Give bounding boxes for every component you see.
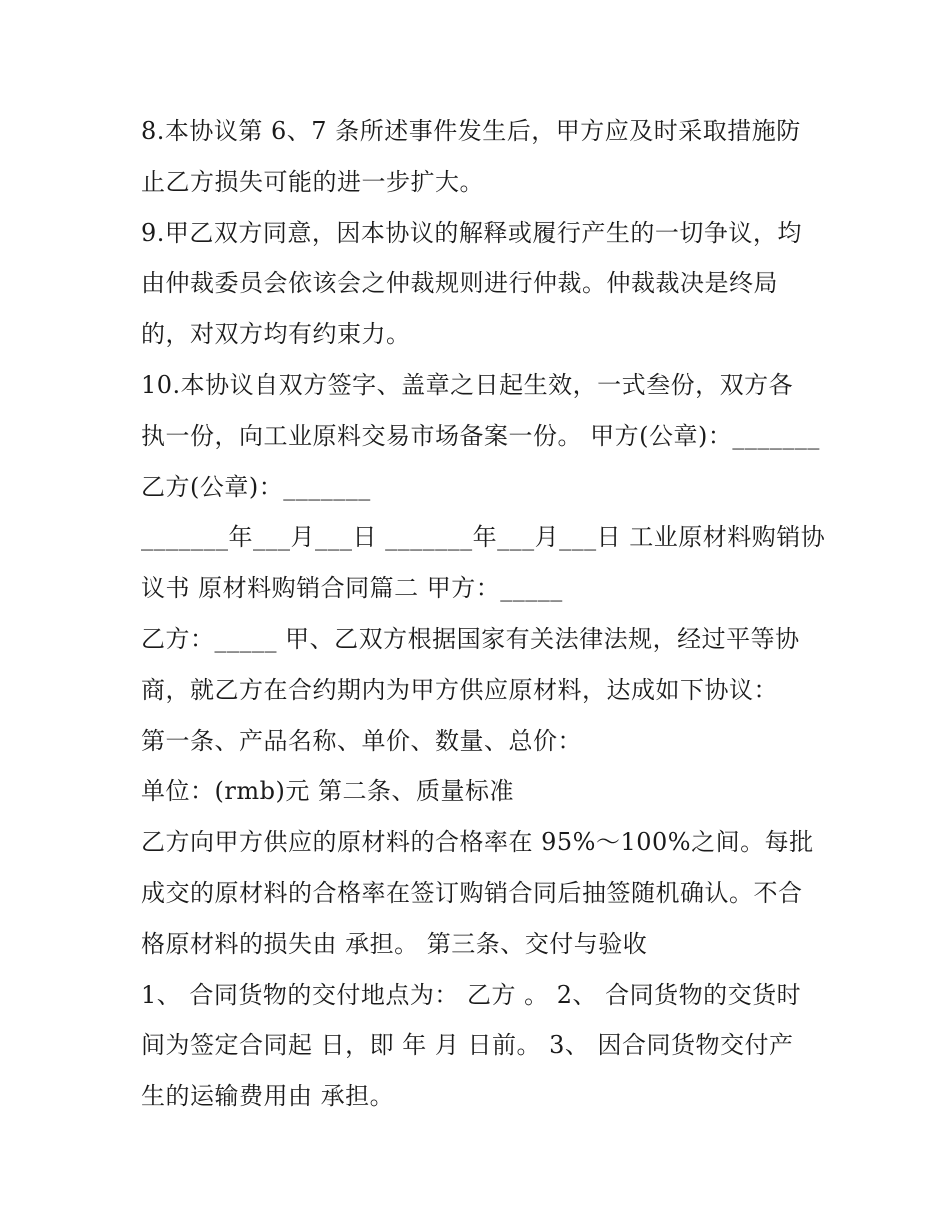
text-line: 格原材料的损失由 承担。 第三条、交付与验收 <box>141 929 648 958</box>
text-line: 由仲裁委员会依该会之仲裁规则进行仲裁。仲裁裁决是终局 <box>141 269 778 298</box>
text-line: 生的运输费用由 承担。 <box>141 1082 395 1111</box>
text-line: 止乙方损失可能的进一步扩大。 <box>141 167 484 196</box>
text-line: 间为签定合同起 日，即 年 月 日前。 3、 因合同货物交付产 <box>141 1031 794 1060</box>
text-line: 成交的原材料的合格率在签订购销合同后抽签随机确认。不合 <box>141 878 803 907</box>
text-line: 第一条、产品名称、单价、数量、总价： <box>141 726 582 755</box>
text-line: 乙方(公章)：_______ <box>141 472 371 501</box>
text-line: 的，对双方均有约束力。 <box>141 320 411 349</box>
text-line: 议书 原材料购销合同篇二 甲方：_____ <box>141 574 563 603</box>
text-line: 乙方向甲方供应的原材料的合格率在 95%～100%之间。每批 <box>141 828 814 857</box>
text-line: 商，就乙方在合约期内为甲方供应原材料，达成如下协议： <box>141 675 778 704</box>
text-line: 10.本协议自双方签字、盖章之日起生效，一式叁份，双方各 <box>141 370 794 399</box>
document-body <box>141 106 826 1122</box>
text-line: 8.本协议第 6、7 条所述事件发生后，甲方应及时采取措施防 <box>141 117 801 145</box>
text-line: 单位：(rmb)元 第二条、质量标准 <box>141 777 514 806</box>
text-line: 1、 合同货物的交付地点为： 乙方 。 2、 合同货物的交货时 <box>141 980 802 1009</box>
text-line: 乙方：_____ 甲、乙双方根据国家有关法律法规，经过平等协 <box>141 624 800 653</box>
text-line: 9.甲乙双方同意，因本协议的解释或履行产生的一切争议，均 <box>141 218 802 247</box>
text-line: _______年___月___日 _______年___月___日 工业原材料购销协 <box>141 523 826 552</box>
text-line: 执一份，向工业原料交易市场备案一份。 甲方(公章)：_______ <box>141 421 820 450</box>
